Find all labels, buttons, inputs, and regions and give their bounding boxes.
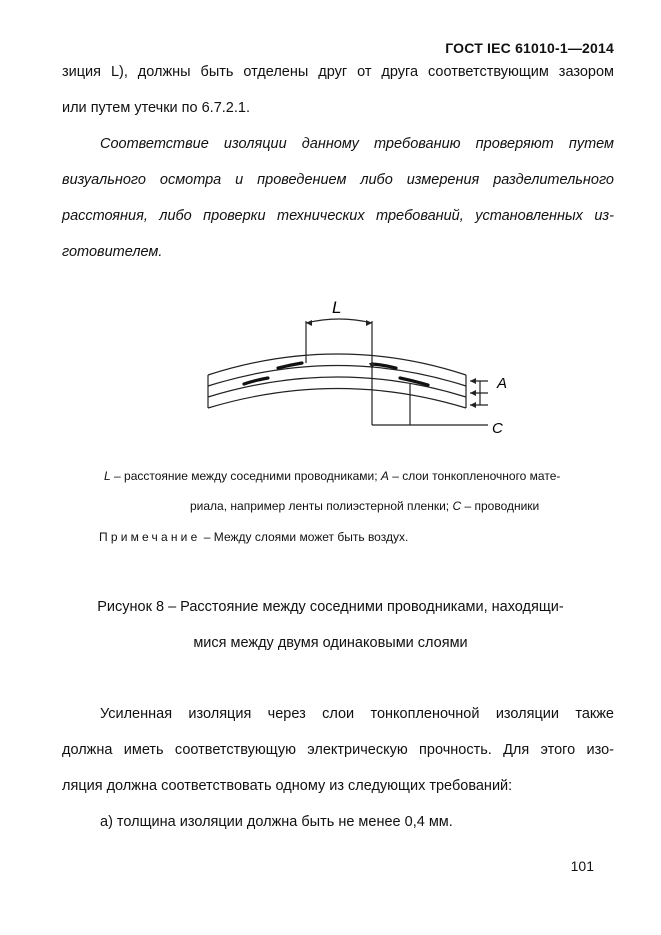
paragraph-2-line-2: визуального осмотра и проведением либо измерения разделительного — [62, 172, 614, 188]
paragraph-3-line-3: ляция должна соответствовать одному из следующих требований: — [62, 778, 513, 794]
figure-note — [99, 530, 408, 544]
figure-caption-line-2: мися между двумя одинаковыми слоями — [193, 635, 468, 651]
dimension-arc — [306, 319, 372, 323]
figure-legend-line-2: риала, например ленты полиэстерной пленки; C – проводники — [190, 499, 540, 513]
conductor-layers-figure — [0, 285, 661, 445]
layer-arc-4 — [208, 389, 466, 409]
list-item-a: а) толщина изоляции должна быть не менее 0,4 мм. — [100, 814, 453, 830]
layer-arc-1 — [208, 354, 466, 375]
figure-caption-line-1: Рисунок 8 – Расстояние между соседними проводниками, находящи- — [97, 599, 564, 615]
note-label: Примечание — [99, 530, 201, 544]
paragraph-3-line-2: должна иметь соответствующую электрическую прочность. Для этого изо- — [62, 742, 614, 758]
paragraph-1-line-1: зиция L), должны быть отделены друг от друга соответствующим зазором — [62, 64, 614, 80]
paragraph-3-line-1: Усиленная изоляция через слои тонкопленочной изоляции также — [100, 706, 614, 722]
figure-legend-line-1: L – расстояние между соседними проводниками; A – слои тонкопленочного мате- — [104, 469, 561, 483]
paragraph-2-line-3: расстояния, либо проверки технических требований, установленных из- — [62, 208, 614, 224]
document-header: ГОСТ IEC 61010-1—2014 — [445, 40, 614, 56]
paragraph-2-line-4: готовителем. — [62, 244, 163, 260]
label-a: A — [497, 375, 508, 392]
label-c: C — [492, 420, 503, 437]
page-number: 101 — [570, 858, 594, 874]
paragraph-2-line-1: Соответствие изоляции данному требованию проверяют путем — [100, 136, 614, 152]
label-l: L — [332, 298, 342, 317]
paragraph-1-line-2: или путем утечки по 6.7.2.1. — [62, 100, 250, 116]
note-text: – Между слоями может быть воздух. — [200, 530, 409, 544]
layer-arc-3 — [208, 377, 466, 397]
